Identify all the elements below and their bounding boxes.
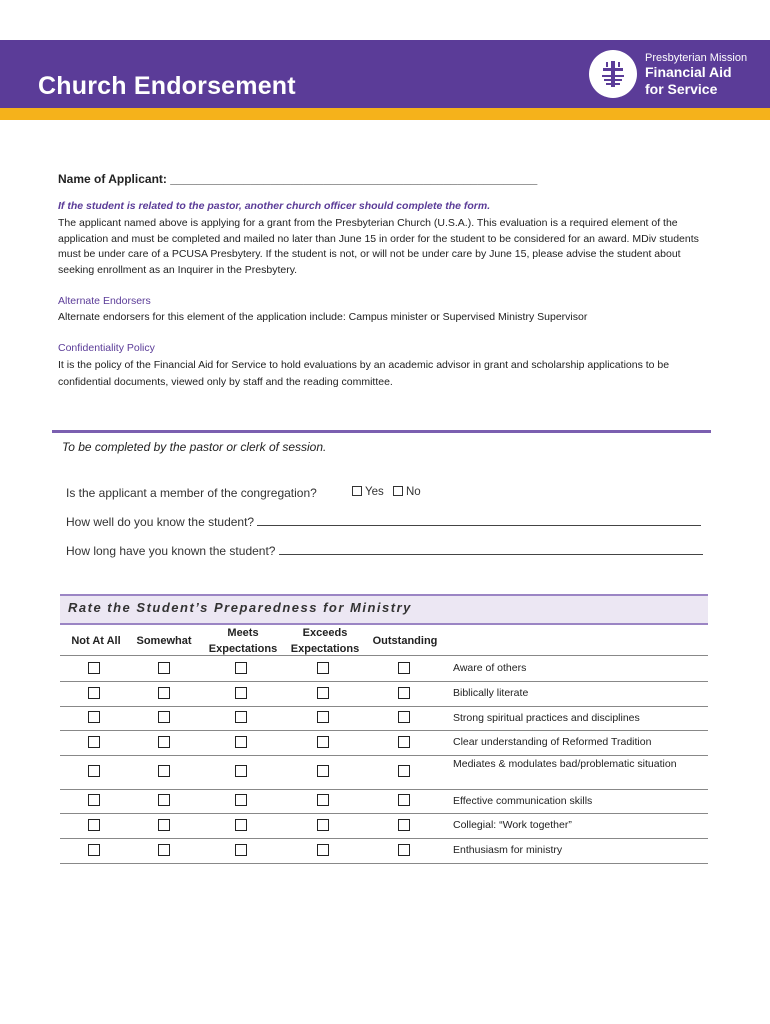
- page-title: Church Endorsement: [38, 72, 296, 100]
- rating-checkbox-exceeds[interactable]: [317, 687, 329, 699]
- rating-checkbox-outstanding[interactable]: [398, 662, 410, 674]
- how-long-label: How long have you known the student?: [66, 544, 276, 558]
- rating-checkbox-not-at-all[interactable]: [88, 662, 100, 674]
- yes-checkbox[interactable]: [352, 486, 362, 496]
- rating-checkbox-meets[interactable]: [235, 819, 247, 831]
- how-well-question: [66, 515, 701, 529]
- rating-item-label: Clear understanding of Reformed Tradition: [453, 736, 652, 748]
- table-row-rule: [60, 706, 708, 707]
- applicant-name-field[interactable]: Name of Applicant: _______________________________________________________: [58, 172, 538, 186]
- intro-paragraph: The applicant named above is applying for a grant from the Presbyterian Church (U.S.A.). This evaluation is a required element of the application and must be completed and mailed no later than June 15 in order for the student to be considered for an award. MDiv students must be under care of a PCUSA Presbytery. If the student is not, or will not be under care by June 15, please advise the student about seeking enrollment as an Inquirer in the Presbytery.: [58, 217, 699, 276]
- section-divider: [52, 430, 711, 433]
- rating-checkbox-outstanding[interactable]: [398, 819, 410, 831]
- rating-item-label: Biblically literate: [453, 687, 529, 699]
- rating-item-label: Effective communication skills: [453, 794, 593, 807]
- rating-checkbox-somewhat[interactable]: [158, 765, 170, 777]
- presbyterian-seal-icon: [589, 50, 637, 98]
- rating-item-label: Mediates & modulates bad/problematic situation: [453, 758, 677, 770]
- alternate-text: Alternate endorsers for this element of the application include: Campus minister or Supervised Ministry Supervisor: [58, 311, 588, 323]
- how-well-answer-field[interactable]: [257, 515, 701, 526]
- how-long-question: [66, 544, 703, 558]
- col-exceeds: [288, 625, 362, 657]
- no-checkbox[interactable]: [393, 486, 403, 496]
- rating-checkbox-not-at-all[interactable]: [88, 819, 100, 831]
- header-accent-bar: [0, 108, 770, 120]
- rating-checkbox-not-at-all[interactable]: [88, 844, 100, 856]
- rating-checkbox-outstanding[interactable]: [398, 711, 410, 723]
- rating-checkbox-outstanding[interactable]: [398, 794, 410, 806]
- member-question: [66, 486, 317, 500]
- logo-line-2: Financial Aid: [645, 64, 732, 80]
- logo-line-3: for Service: [645, 81, 718, 97]
- rating-checkbox-somewhat[interactable]: [158, 662, 170, 674]
- col-meets-line1: Meets: [227, 627, 259, 639]
- member-question-label: Is the applicant a member of the congregation?: [66, 486, 317, 500]
- rating-checkbox-meets[interactable]: [235, 736, 247, 748]
- related-note: If the student is related to the pastor, another church officer should complete the form.: [58, 200, 491, 212]
- rating-checkbox-exceeds[interactable]: [317, 711, 329, 723]
- confidentiality-heading: Confidentiality Policy: [58, 342, 155, 354]
- col-outstanding: Outstanding: [372, 635, 438, 647]
- rating-checkbox-outstanding[interactable]: [398, 844, 410, 856]
- col-meets-line2: Expectations: [208, 643, 278, 655]
- rating-item-label: Enthusiasm for ministry: [453, 844, 563, 856]
- rating-item-label: Aware of others: [453, 662, 527, 674]
- table-header-rule: [60, 655, 708, 656]
- table-row-rule: [60, 838, 708, 839]
- col-exceeds-line2: Expectations: [290, 643, 360, 655]
- table-row-rule: [60, 789, 708, 790]
- col-exceeds-line1: Exceeds: [302, 627, 348, 639]
- rating-checkbox-exceeds[interactable]: [317, 819, 329, 831]
- rating-item-label: Strong spiritual practices and disciplines: [453, 711, 640, 724]
- rating-checkbox-not-at-all[interactable]: [88, 687, 100, 699]
- rating-checkbox-somewhat[interactable]: [158, 736, 170, 748]
- rating-checkbox-not-at-all[interactable]: [88, 736, 100, 748]
- no-label: No: [405, 486, 421, 498]
- rating-checkbox-somewhat[interactable]: [158, 711, 170, 723]
- col-meets: [206, 625, 280, 657]
- rating-checkbox-outstanding[interactable]: [398, 687, 410, 699]
- col-not-at-all: Not At All: [71, 635, 121, 647]
- rating-checkbox-outstanding[interactable]: [398, 765, 410, 777]
- rating-checkbox-exceeds[interactable]: [317, 765, 329, 777]
- how-long-answer-field[interactable]: [279, 544, 703, 555]
- table-row-rule: [60, 730, 708, 731]
- rating-item-label: Collegial: “Work together”: [453, 819, 572, 831]
- rating-checkbox-meets[interactable]: [235, 662, 247, 674]
- yes-label: Yes: [365, 486, 384, 498]
- rating-checkbox-exceeds[interactable]: [317, 736, 329, 748]
- rating-checkbox-meets[interactable]: [235, 687, 247, 699]
- table-row-rule: [60, 813, 708, 814]
- rating-title: Rate the Student’s Preparedness for Ministry: [68, 600, 412, 615]
- rating-checkbox-not-at-all[interactable]: [88, 711, 100, 723]
- table-row-rule: [60, 681, 708, 682]
- logo-line-1: Presbyterian Mission: [645, 52, 748, 64]
- rating-checkbox-somewhat[interactable]: [158, 687, 170, 699]
- rating-checkbox-exceeds[interactable]: [317, 844, 329, 856]
- rating-checkbox-meets[interactable]: [235, 844, 247, 856]
- col-somewhat: Somewhat: [136, 635, 192, 647]
- rating-checkbox-not-at-all[interactable]: [88, 765, 100, 777]
- rating-checkbox-exceeds[interactable]: [317, 662, 329, 674]
- member-options: [352, 486, 421, 498]
- rating-checkbox-meets[interactable]: [235, 794, 247, 806]
- table-row-rule: [60, 863, 708, 864]
- pastor-note: To be completed by the pastor or clerk of session.: [62, 440, 327, 454]
- confidentiality-text: It is the policy of the Financial Aid for Service to hold evaluations by an academic advisor in grant and scholarship applications to be confidential documents, viewed only by staff and the reading committee.: [58, 359, 670, 388]
- alternate-heading: Alternate Endorsers: [58, 295, 151, 307]
- rating-checkbox-not-at-all[interactable]: [88, 794, 100, 806]
- rating-checkbox-meets[interactable]: [235, 765, 247, 777]
- table-row-rule: [60, 755, 708, 756]
- rating-checkbox-meets[interactable]: [235, 711, 247, 723]
- rating-checkbox-exceeds[interactable]: [317, 794, 329, 806]
- rating-checkbox-outstanding[interactable]: [398, 736, 410, 748]
- how-well-label: How well do you know the student?: [66, 515, 255, 529]
- rating-checkbox-somewhat[interactable]: [158, 819, 170, 831]
- rating-checkbox-somewhat[interactable]: [158, 794, 170, 806]
- rating-checkbox-somewhat[interactable]: [158, 844, 170, 856]
